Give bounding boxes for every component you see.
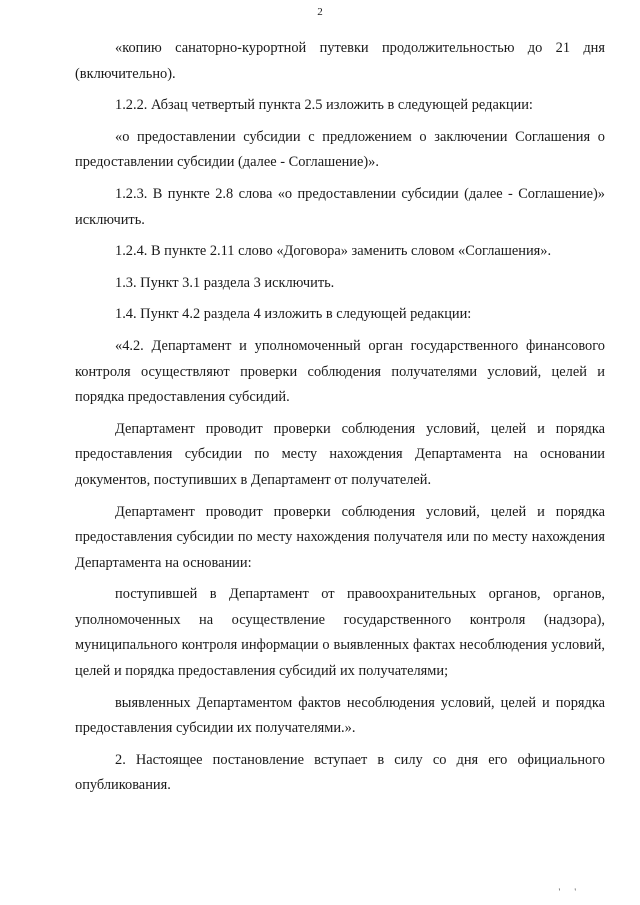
- paragraph-department-checks-documents: Департамент проводит проверки соблюдения условий, целей и порядка предоставления субсидии по месту нахождения Департамента на основании документов, поступивших в Департамент от получателей.: [75, 420, 605, 488]
- paragraph-department-checks-location: Департамент проводит проверки соблюдения условий, целей и порядка предоставления субсидии по месту нахождения получателя или по месту нахождения Департамента на основании:: [75, 503, 605, 571]
- paragraph-effective-date: 2. Настоящее постановление вступает в силу со дня его официального опубликования.: [75, 751, 605, 794]
- paragraph-1-4: 1.4. Пункт 4.2 раздела 4 изложить в следующей редакции:: [115, 306, 472, 323]
- paragraph-1-2-3: 1.2.3. В пункте 2.8 слова «о предоставлении субсидии (далее - Соглашение)» исключить.: [75, 185, 605, 228]
- document-body: [75, 36, 605, 799]
- paragraph-law-enforcement-info: поступившей в Департамент от правоохранительных органов, органов, уполномоченных на осуществление государственного контроля (надзора), муниципального контроля информации о выявленных фактах несоблюдения условий, целей и порядка предоставления субсидий их получателями;: [75, 586, 605, 680]
- paragraph-subsidy-agreement: «о предоставлении субсидии с предложением о заключении Соглашения о предоставлении субсидии (далее - Соглашение)».: [75, 128, 605, 171]
- paragraph-sanatorium-voucher: «копию санаторно-курортной путевки продолжительностью до 21 дня (включительно).: [75, 40, 605, 82]
- page-number: 2: [317, 6, 323, 18]
- paragraph-4-2: «4.2. Департамент и уполномоченный орган государственного финансового контроля осуществляют проверки соблюдения получателями условий, целей и порядка предоставления субсидий.: [75, 337, 605, 406]
- paragraph-detected-violations: выявленных Департаментом фактов несоблюдения условий, целей и порядка предоставления субсидии их получателями.».: [75, 694, 605, 737]
- paragraph-1-3: 1.3. Пункт 3.1 раздела 3 исключить.: [115, 274, 335, 291]
- paragraph-1-2-4: 1.2.4. В пункте 2.11 слово «Договора» заменить словом «Соглашения».: [115, 243, 552, 260]
- corner-marks: ' ': [558, 887, 582, 897]
- paragraph-1-2-2: 1.2.2. Абзац четвертый пункта 2.5 изложить в следующей редакции:: [115, 97, 533, 114]
